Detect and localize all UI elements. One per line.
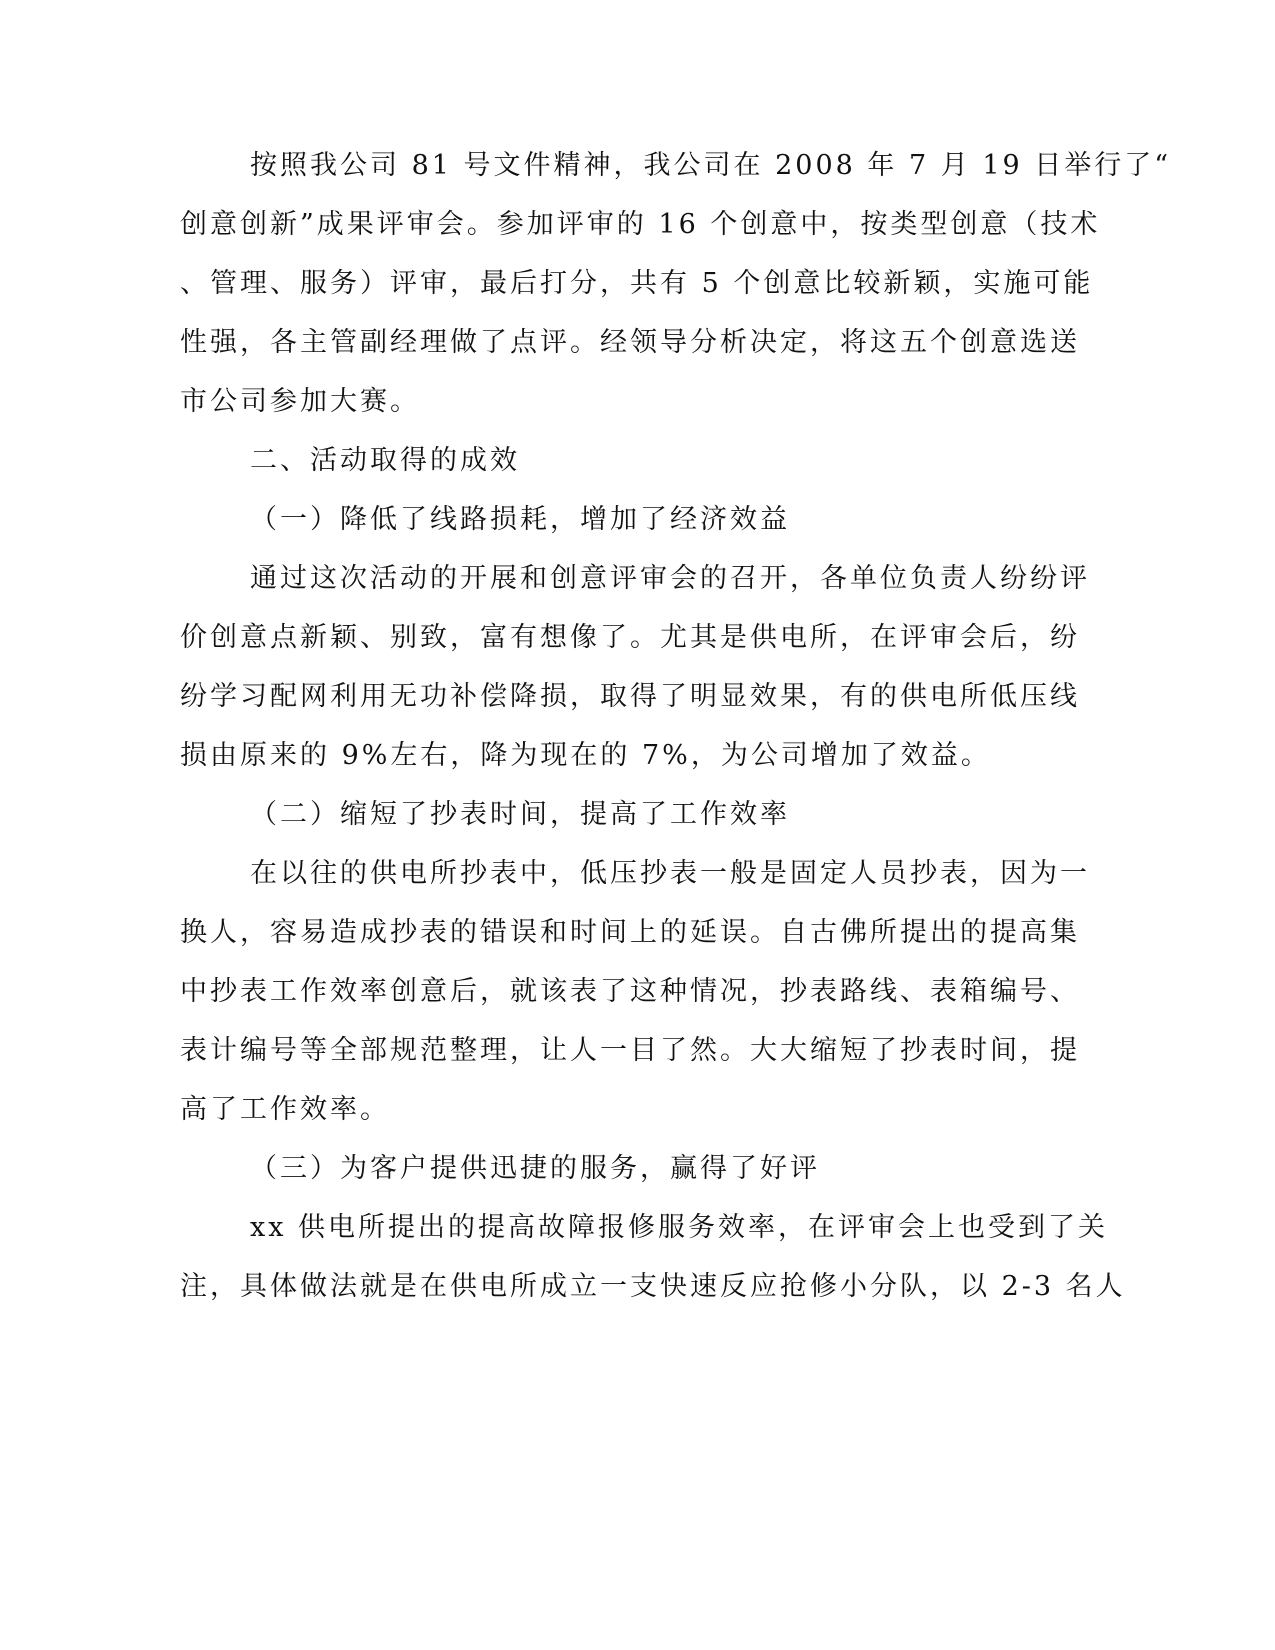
text-line: 在以往的供电所抄表中，低压抄表一般是固定人员抄表，因为一: [250, 858, 1090, 889]
text-line: 高了工作效率。: [180, 1094, 390, 1125]
text-line: 市公司参加大赛。: [180, 386, 420, 417]
text-line: xx 供电所提出的提高故障报修服务效率，在评审会上也受到了关: [250, 1212, 1109, 1243]
subsection-heading: （一）降低了线路损耗，增加了经济效益: [250, 504, 790, 535]
text-line: 按照我公司 81 号文件精神，我公司在 2008 年 7 月 19 日举行了“: [250, 150, 1172, 181]
section-heading: 二、活动取得的成效: [250, 445, 520, 476]
text-line: 价创意点新颖、别致，富有想像了。尤其是供电所，在评审会后，纷: [180, 622, 1080, 653]
text-line: 换人，容易造成抄表的错误和时间上的延误。自古佛所提出的提高集: [180, 917, 1080, 948]
text-line: 表计编号等全部规范整理，让人一目了然。大大缩短了抄表时间，提: [180, 1035, 1080, 1066]
text-line: 注，具体做法就是在供电所成立一支快速反应抢修小分队，以 2-3 名人: [180, 1271, 1126, 1302]
text-line: 损由原来的 9%左右，降为现在的 7%，为公司增加了效益。: [180, 740, 991, 771]
subsection-heading: （二）缩短了抄表时间，提高了工作效率: [250, 799, 790, 830]
subsection-heading: （三）为客户提供迅捷的服务，赢得了好评: [250, 1153, 820, 1184]
text-line: 性强，各主管副经理做了点评。经领导分析决定，将这五个创意选送: [180, 327, 1080, 358]
text-line: 通过这次活动的开展和创意评审会的召开，各单位负责人纷纷评: [250, 563, 1090, 594]
text-line: 创意创新”成果评审会。参加评审的 16 个创意中，按类型创意（技术: [180, 209, 1101, 240]
text-line: 中抄表工作效率创意后，就该表了这种情况，抄表路线、表箱编号、: [180, 976, 1080, 1007]
text-line: 、管理、服务）评审，最后打分，共有 5 个创意比较新颖，实施可能: [180, 268, 1094, 299]
text-line: 纷学习配网利用无功补偿降损，取得了明显效果，有的供电所低压线: [180, 681, 1080, 712]
